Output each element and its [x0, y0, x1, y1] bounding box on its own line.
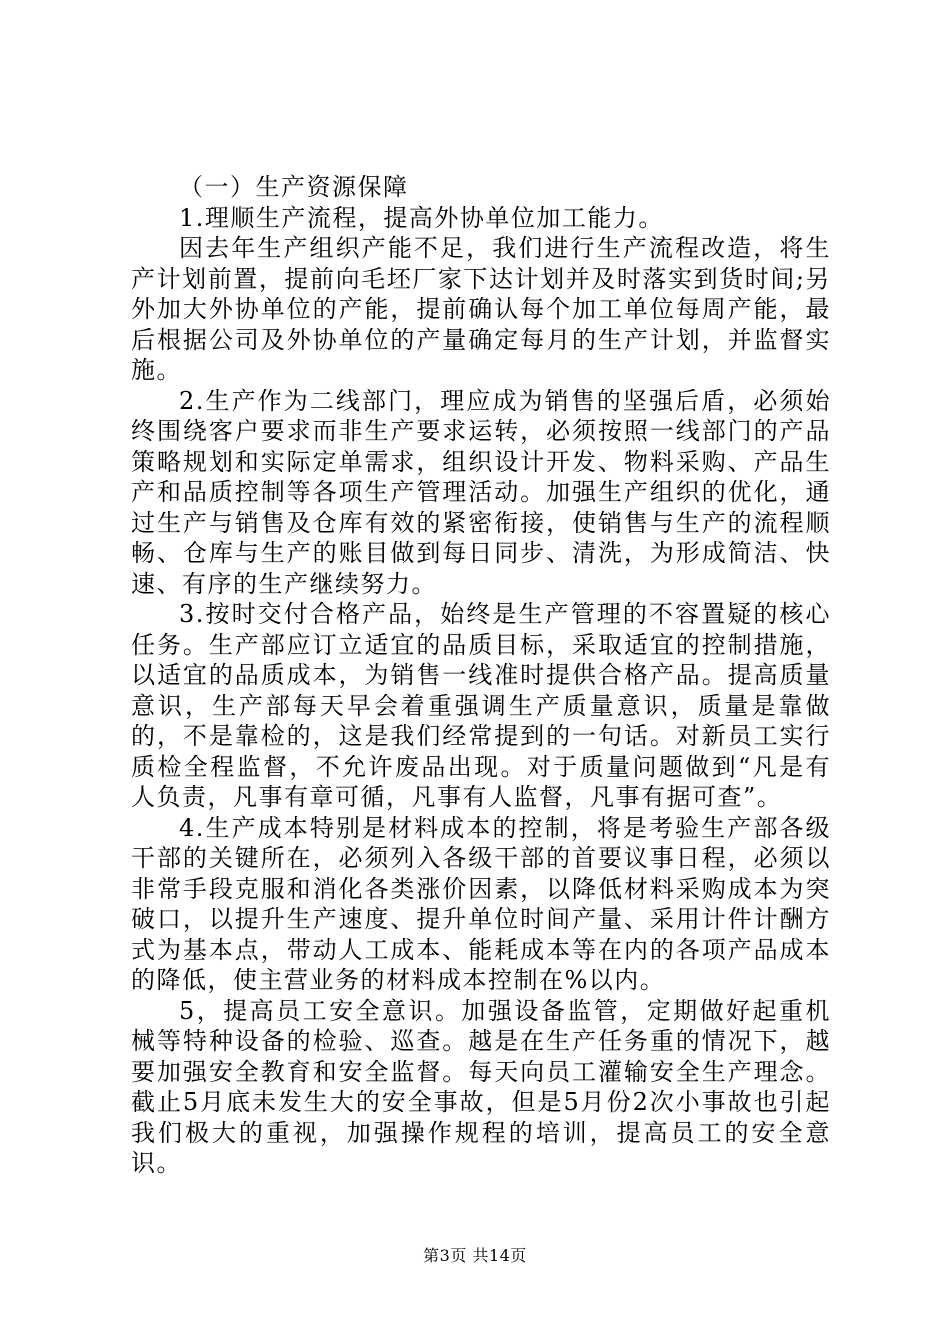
subsection-heading: 1.理顺生产流程，提高外协单位加工能力。 [179, 203, 664, 232]
paragraph-quality-delivery: 3.按时交付合格产品，始终是生产管理的不容置疑的核心任务。生产部应订立适宜的品质目标，采取适宜的控制措施，以适宜的品质成本，为销售一线准时提供合格产品。提高质量意识，生产部每天早会着重强调生产质量意识，质量是靠做的，不是靠检的，这是我们经常提到的一句话。对新员工实行质检全程监督，不允许废品出现。对于质量问题做到“凡是有人负责，凡事有章可循，凡事有人监督，凡事有据可查”。 [131, 600, 831, 811]
paragraph-cost-control: 4.生产成本特别是材料成本的控制，将是考验生产部各级干部的关键所在，必须列入各级干部的首要议事日程，必须以非常手段克服和消化各类涨价因素，以降低材料采购成本为突破口，以提升生产速度、提升单位时间产量、采用计件计酬方式为基本点，带动人工成本、能耗成本等在内的各项产品成本的降低，使主营业务的材料成本控制在%以内。 [131, 813, 831, 994]
page-number-footer: 第3页 共14页 [423, 1246, 527, 1265]
paragraph-second-line-department: 2.生产作为二线部门，理应成为销售的坚强后盾，必须始终围绕客户要求而非生产要求运转，必须按照一线部门的产品策略规划和实际定单需求，组织设计开发、物料采购、产品生产和品质控制等各项生产管理活动。加强生产组织的优化，通过生产与销售及仓库有效的紧密衔接，使销售与生产的流程顺畅、仓库与生产的账目做到每日同步、清洗，为形成简洁、快速、有序的生产继续努力。 [131, 386, 831, 598]
section-heading: （一）生产资源保障 [179, 173, 409, 201]
paragraph-production-process: 因去年生产组织产能不足，我们进行生产流程改造，将生产计划前置，提前向毛坯厂家下达计划并及时落实到货时间;另外加大外协单位的产能，提前确认每个加工单位每周产能，最后根据公司及外协单位的产量确定每月的生产计划，并监督实施。 [131, 234, 831, 384]
document-body [131, 172, 831, 1179]
paragraph-safety-awareness: 5，提高员工安全意识。加强设备监管，定期做好起重机械等特种设备的检验、巡查。越是在生产任务重的情况下，越要加强安全教育和安全监督。每天向员工灌输安全生产理念。截止5月底未发生大的安全事故，但是5月份2次小事故也引起我们极大的重视，加强操作规程的培训，提高员工的安全意识。 [131, 996, 831, 1177]
